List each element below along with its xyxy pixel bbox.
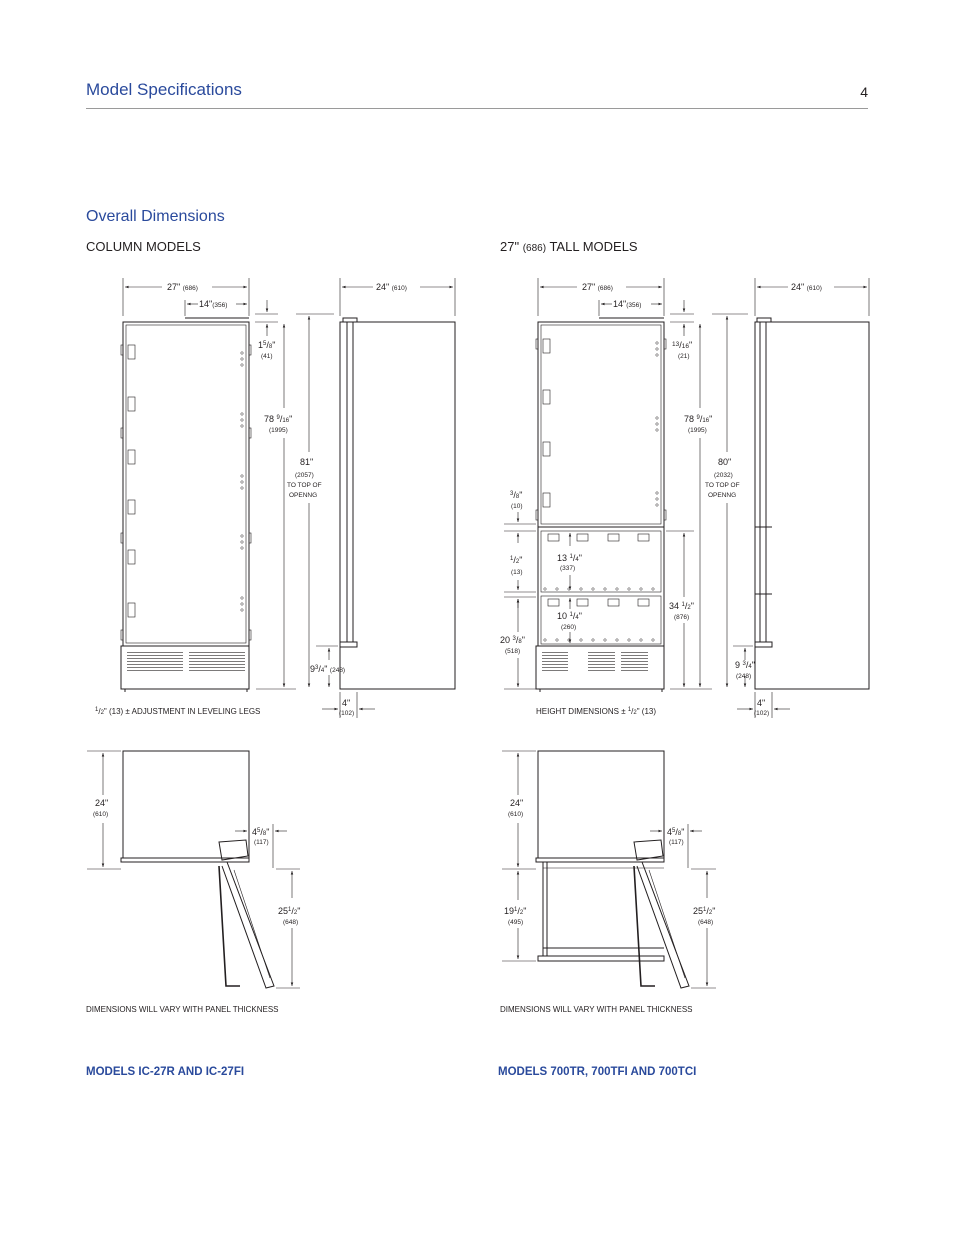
tall-toe-depth: 4" [757, 698, 766, 708]
svg-text:10 1/4": 10 $^1$/4" [557, 611, 582, 621]
tall-offset-whole: 4 [667, 827, 673, 837]
column-plan-note: DIMENSIONS WILL VARY WITH PANEL THICKNESS [86, 1005, 279, 1014]
tall-drawer2-den: 4 [575, 615, 579, 621]
tall-plan-depth-mm: (610) [508, 811, 524, 818]
tall-note-rest: " (13) [636, 707, 657, 716]
tall-opening-note1: TO TOP OF [705, 482, 740, 489]
column-swing-whole: 25 [278, 906, 289, 916]
column-opening-note2: OPENNG [289, 492, 318, 499]
tall-gap-b-den: 2 [515, 559, 520, 565]
tall-heading-label: TALL MODELS [549, 239, 638, 254]
tall-drawers-num: 1 [681, 602, 685, 608]
svg-text:15/8": $1^5/8$" [258, 340, 276, 350]
column-height-den: 16 [282, 418, 290, 424]
svg-text:34 1/2": 34 $^1$/2" [669, 601, 694, 611]
tall-drawers-den: 2 [687, 605, 691, 611]
tall-top-gap-num: 13 [672, 341, 680, 348]
column-top-gap-den: 8 [268, 344, 273, 350]
tall-note-pre: HEIGHT DIMENSIONS ± [536, 707, 628, 716]
svg-text:20 3/8": 20 $^3$/8" [500, 635, 525, 645]
column-shelf-brackets [121, 345, 251, 640]
tall-drawer-front [538, 956, 664, 961]
tall-plan-note: DIMENSIONS WILL VARY WITH PANEL THICKNESS [500, 1005, 693, 1014]
column-offset-mm: (117) [254, 839, 269, 846]
column-opening: 81" [300, 457, 314, 467]
column-note-num: 1 [95, 707, 99, 713]
tall-top-gap-den: 16 [681, 343, 689, 350]
svg-text:191/2": $19^1/2$" [504, 906, 527, 916]
page-number: 4 [860, 84, 868, 100]
tall-swing-mm: (648) [698, 919, 714, 926]
tall-drawer-num: 1 [514, 907, 518, 913]
svg-text:14"(356) [199, 299, 227, 309]
tall-lower-whole: 20 [500, 635, 511, 645]
tall-door-panel-swing [637, 862, 689, 988]
tall-open-door [634, 866, 655, 986]
svg-text:9 3/4": 9 $^3$/4" [735, 660, 755, 670]
column-hinge [219, 840, 248, 860]
column-door-panel [126, 325, 246, 643]
tall-depth-mm: (610) [806, 285, 822, 292]
column-plan-cabinet [123, 751, 249, 858]
svg-text:93/4" (248): $9^3/4$" (248) [310, 664, 346, 674]
column-top-gap-whole: 1 [258, 340, 264, 350]
tall-offset-num: 5 [672, 828, 676, 834]
column-toe-depth-mm: (102) [339, 710, 355, 717]
tall-swing-den: 2 [708, 910, 713, 916]
tall-toe-depth-mm: (102) [754, 710, 770, 717]
column-toe-den: 4 [320, 668, 325, 674]
tall-plan-depth: 24" [510, 798, 524, 808]
svg-text:27" (686) [582, 282, 613, 292]
tall-drawer1-num: 1 [569, 554, 573, 560]
tall-drawers-mm: (876) [674, 614, 690, 621]
tall-upper-door [541, 325, 661, 524]
column-plan-depth-mm: (610) [93, 811, 109, 818]
tall-toe-den: 4 [748, 664, 752, 670]
svg-text:78 9/16": 78 $^9$/16" [684, 414, 713, 424]
tall-drawer-whole: 19 [504, 906, 515, 916]
tall-offset-den: 8 [677, 831, 682, 837]
svg-text:1/2": $^1$/2" [510, 555, 523, 565]
column-top-gap-mm: (41) [261, 353, 273, 360]
column-offset-whole: 4 [252, 827, 258, 837]
tall-elevation [500, 278, 869, 718]
tall-gap-b-mm: (13) [511, 569, 523, 576]
svg-text:78 9/16": 78 $^9$/16" [264, 414, 293, 424]
tall-gap-a-num: 3 [510, 491, 514, 497]
tall-lower-mm: (518) [505, 648, 521, 655]
svg-text:13/16": $^{13}$/16" [672, 340, 693, 350]
tall-drawers-whole: 34 [669, 601, 680, 611]
tall-gap-a-den: 8 [515, 494, 520, 500]
tall-height-den: 16 [702, 418, 710, 424]
column-swing-den: 2 [293, 910, 298, 916]
tall-opening: 80" [718, 457, 732, 467]
column-depth-mm: (610) [391, 285, 407, 292]
tall-models-label: MODELS 700TR, 700TFI AND 700TCI [498, 1066, 697, 1078]
svg-text:13 1/4": 13 $^1$/4" [557, 553, 582, 563]
tall-gap-b-num: 1 [510, 556, 514, 562]
tall-height-mm: (1995) [688, 427, 707, 434]
tall-gap-a-mm: (10) [511, 503, 523, 510]
tall-hinge [634, 840, 663, 860]
tall-drawer2-mm: (260) [561, 624, 577, 631]
tall-height-whole: 78 [684, 414, 695, 424]
column-inset: 14" [199, 299, 213, 309]
column-cabinet-front [123, 322, 249, 646]
column-grille-left [127, 650, 183, 672]
svg-text:251/2": $25^1/2$" [693, 906, 716, 916]
column-inset-mm: (356) [212, 302, 228, 309]
column-swing-mm: (648) [283, 919, 299, 926]
column-opening-note1: TO TOP OF [287, 482, 322, 489]
tall-drawer2-whole: 10 [557, 611, 568, 621]
column-open-door [219, 866, 240, 986]
svg-text:45/8": $4^5/8$" [252, 827, 270, 837]
tall-width: 27" [582, 282, 596, 292]
svg-text:24" (610) [791, 282, 822, 292]
column-depth: 24" [376, 282, 390, 292]
tall-drawer1-mm: (337) [560, 565, 576, 572]
tall-opening-mm: (2032) [714, 472, 733, 479]
column-note: " (13) ± ADJUSTMENT IN LEVELING LEGS [103, 707, 261, 716]
column-swing-num: 1 [288, 907, 292, 913]
tall-inset: 14" [613, 299, 627, 309]
svg-text:27" (686) [167, 282, 198, 292]
column-height-num: 9 [276, 415, 280, 421]
tall-lower-den: 8 [518, 639, 522, 645]
column-door-panel-swing [222, 862, 274, 988]
tall-drawer1-den: 4 [575, 557, 579, 563]
column-elevation [95, 278, 455, 718]
svg-text:3/8": $^3$/8" [510, 490, 523, 500]
tall-swing-whole: 25 [693, 906, 704, 916]
svg-text:1/2" (13) ± ADJUSTMENT IN LEVE: $^1$/2" (13) ± ADJUSTMENT IN LEVELING LEGS [95, 707, 261, 716]
tall-swing-num: 1 [703, 907, 707, 913]
svg-text:14"(356) [613, 299, 641, 309]
column-hinge-dots [241, 352, 243, 611]
column-side-cabinet [340, 322, 455, 689]
tall-drawer2-num: 1 [569, 612, 573, 618]
svg-text:45/8": $4^5/8$" [667, 827, 685, 837]
tall-toe-num: 3 [742, 661, 746, 667]
svg-text:251/2": $25^1/2$" [278, 906, 301, 916]
tall-drawer-den: 2 [519, 910, 524, 916]
tall-drawer1-whole: 13 [557, 553, 568, 563]
column-grille-right [189, 650, 245, 672]
tall-plan-cabinet [538, 751, 664, 858]
tall-lower-num: 3 [512, 636, 516, 642]
svg-text:24" (610) [376, 282, 407, 292]
svg-text:HEIGHT DIMENSIONS ± 1/2" (13): HEIGHT DIMENSIONS ± $^1$/2" (13) [536, 707, 657, 716]
column-toe-depth: 4" [342, 698, 351, 708]
section-title: Overall Dimensions [86, 208, 225, 225]
column-offset-num: 5 [257, 828, 261, 834]
column-plan [86, 751, 300, 1014]
tall-note-den: 2 [633, 710, 637, 716]
page-title: Model Specifications [86, 80, 242, 99]
tall-offset-mm: (117) [669, 839, 684, 846]
column-width-mm: (686) [182, 285, 198, 292]
column-top-gap-num: 5 [263, 341, 267, 347]
column-height-whole: 78 [264, 414, 275, 424]
tall-opening-note2: OPENNG [708, 492, 737, 499]
tall-cabinet-front [538, 322, 664, 646]
tall-width-mm: (686) [597, 285, 613, 292]
column-toe-mm: (248) [329, 667, 346, 674]
tall-plan [500, 751, 716, 1014]
tall-note-num: 1 [627, 707, 632, 713]
tall-side-cabinet [755, 322, 869, 689]
column-models-label: MODELS IC-27R AND IC-27FI [86, 1066, 245, 1078]
tall-drawer-mm: (495) [508, 919, 524, 926]
tall-inset-mm: (356) [626, 302, 642, 309]
column-toe-num: 3 [315, 665, 319, 671]
tall-toe-whole: 9 [735, 660, 741, 670]
column-plan-depth: 24" [95, 798, 109, 808]
column-width: 27" [167, 282, 181, 292]
column-offset-den: 8 [262, 831, 267, 837]
column-opening-mm: (2057) [295, 472, 314, 479]
column-toe-whole: 9 [310, 664, 316, 674]
tall-shelf-brackets [536, 339, 666, 606]
tall-top-gap-mm: (21) [678, 353, 690, 360]
tall-heading-mm: (686) [522, 243, 547, 254]
tall-depth: 24" [791, 282, 805, 292]
tall-heading-size: 27" [500, 239, 520, 254]
tall-height-num: 9 [696, 415, 700, 421]
column-models-heading: COLUMN MODELS [86, 239, 201, 254]
tall-toe-mm: (248) [736, 673, 752, 680]
column-height-mm: (1995) [269, 427, 288, 434]
column-note-den: 2 [100, 710, 104, 716]
